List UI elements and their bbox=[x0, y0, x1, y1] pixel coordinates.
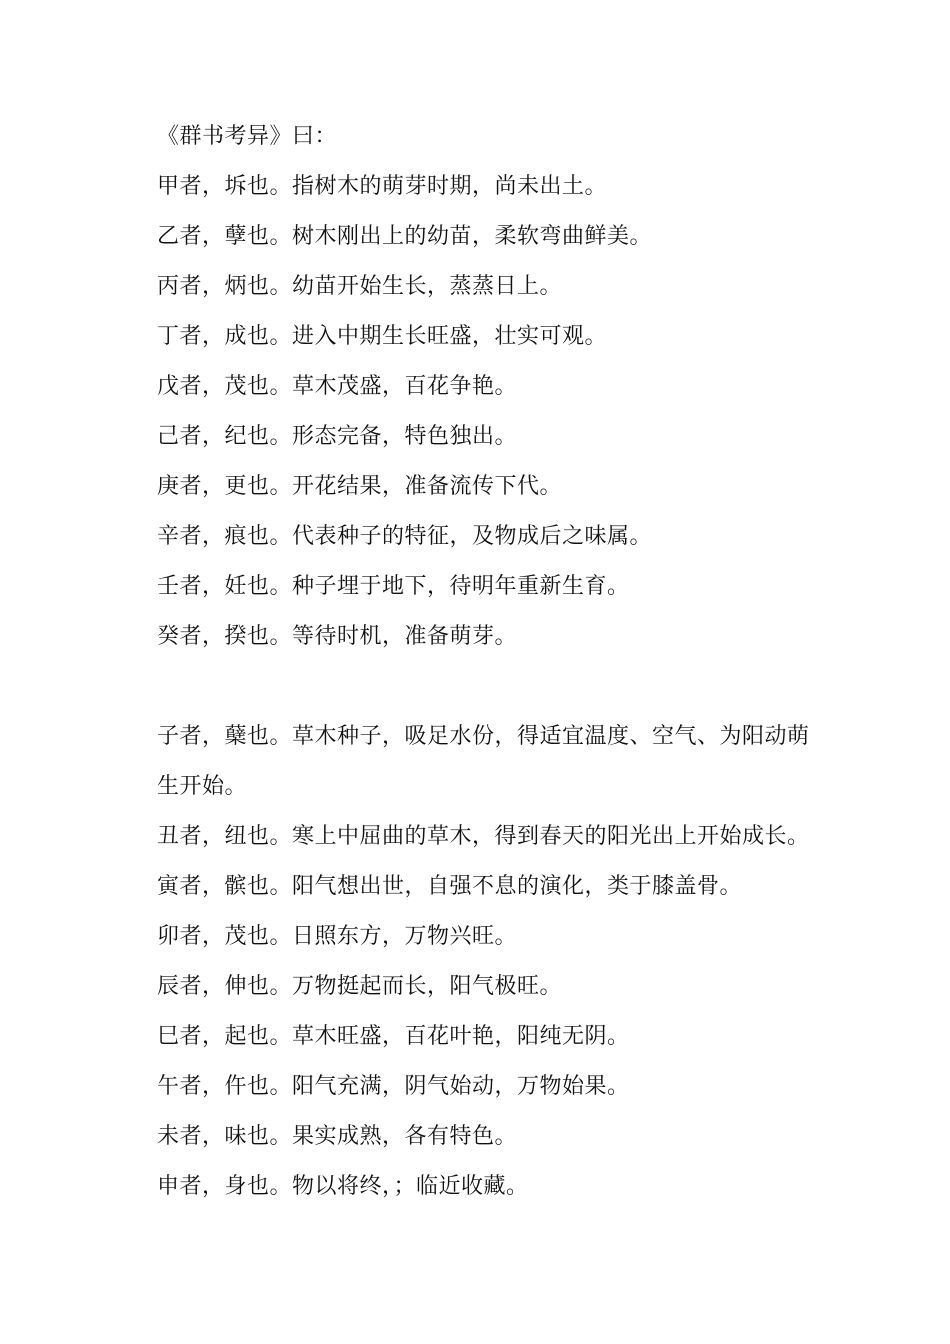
stem-line-ren: 壬者，妊也。种子埋于地下，待明年重新生育。 bbox=[157, 574, 630, 599]
branch-line-yin: 寅者，髌也。阳气想出世，自强不息的演化，类于膝盖骨。 bbox=[157, 874, 743, 899]
stem-line-wu: 戊者，茂也。草木茂盛，百花争艳。 bbox=[157, 374, 518, 399]
stem-line-ding: 丁者，成也。进入中期生长旺盛，壮实可观。 bbox=[157, 324, 608, 349]
branch-line-chou: 丑者，纽也。寒上中屈曲的草木，得到春天的阳光出上开始成长。 bbox=[157, 824, 810, 849]
branch-line-zi: 子者，蘖也。草木种子，吸足水份，得适宜温度、空气、为阳动萌生开始。 bbox=[157, 724, 810, 799]
document-body bbox=[157, 112, 817, 1212]
branch-line-si: 巳者，起也。草木旺盛，百花叶艳，阳纯无阴。 bbox=[157, 1024, 630, 1049]
stem-line-geng: 庚者，更也。开花结果，准备流传下代。 bbox=[157, 474, 563, 499]
section-gap bbox=[157, 662, 817, 712]
branch-line-wu: 午者，仵也。阳气充满，阴气始动，万物始果。 bbox=[157, 1074, 630, 1099]
stem-line-gui: 癸者，揆也。等待时机，准备萌芽。 bbox=[157, 624, 518, 649]
stem-line-ji: 己者，纪也。形态完备，特色独出。 bbox=[157, 424, 518, 449]
branch-line-shen: 申者，身也。物以将终，；临近收藏。 bbox=[157, 1174, 529, 1199]
stem-line-jia: 甲者，坼也。指树木的萌芽时期，尚未出土。 bbox=[157, 174, 608, 199]
stem-line-xin: 辛者，痕也。代表种子的特征，及物成后之味属。 bbox=[157, 524, 653, 549]
stem-line-bing: 丙者，炳也。幼苗开始生长，蒸蒸日上。 bbox=[157, 274, 563, 299]
stem-line-yi: 乙者，孽也。树木刚出上的幼苗，柔软弯曲鲜美。 bbox=[157, 224, 653, 249]
branch-line-mao: 卯者，茂也。日照东方，万物兴旺。 bbox=[157, 924, 518, 949]
title-line: 《群书考异》曰： bbox=[157, 124, 338, 149]
branch-line-chen: 辰者，伸也。万物挺起而长，阳气极旺。 bbox=[157, 974, 563, 999]
branch-line-wei: 未者，味也。果实成熟，各有特色。 bbox=[157, 1124, 518, 1149]
